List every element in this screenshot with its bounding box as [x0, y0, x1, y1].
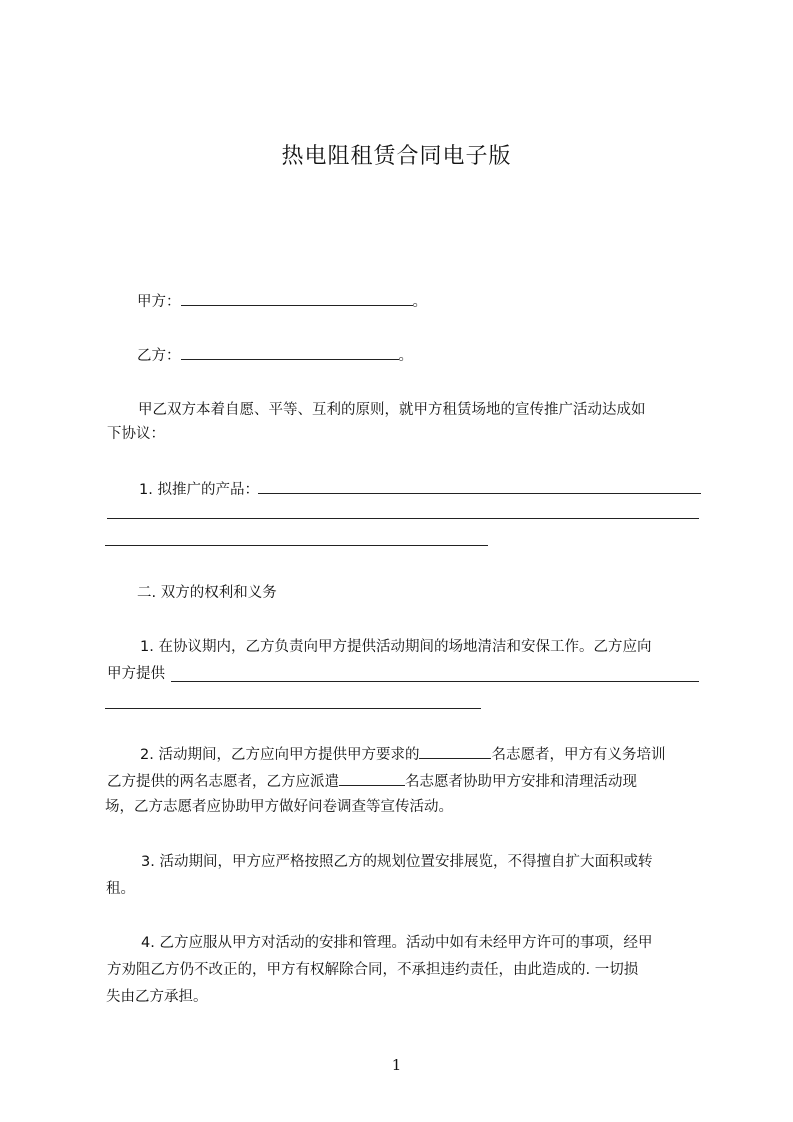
item2-line-2-b: 名志愿者协助甲方安排和清理活动现 [405, 774, 637, 790]
section2-heading: 二. 双方的权利和义务 [137, 585, 277, 601]
item1-blank-2 [105, 708, 481, 709]
party-a-label: 甲方： [137, 294, 181, 310]
item3-line-2: 租。 [106, 881, 135, 897]
intro-line-1: 甲乙双方本着自愿、平等、互利的原则，就甲方租赁场地的宣传推广活动达成如 [138, 402, 646, 418]
party-a-blank [181, 290, 413, 306]
item4-line-1: 4. 乙方应服从甲方对活动的安排和管理。活动中如有未经甲方许可的事项，经甲 [141, 935, 653, 951]
party-a-line [137, 290, 427, 312]
item2-line-2 [107, 770, 637, 792]
party-a-end: 。 [412, 294, 427, 310]
section1-blank-3 [105, 545, 488, 546]
item1-line-2-prefix: 甲方提供 [107, 666, 165, 682]
item4-line-3: 失由乙方承担。 [106, 989, 208, 1005]
party-b-line [137, 344, 413, 366]
item2-line-2-a: 乙方提供的两名志愿者，乙方应派遣 [107, 774, 339, 790]
item2-dispatch-count-blank [339, 770, 405, 786]
document-title: 热电阻租赁合同电子版 [281, 144, 512, 169]
item1-blank-1 [171, 681, 699, 682]
party-b-end: 。 [398, 348, 413, 364]
item2-line-1-a: 2. 活动期间，乙方应向甲方提供甲方要求的 [140, 747, 420, 763]
item2-line-1 [140, 743, 665, 765]
intro-line-2: 下协议： [107, 426, 165, 442]
item2-volunteer-count-blank [419, 743, 491, 759]
item1-line-1: 1. 在协议期内，乙方负责向甲方提供活动期间的场地清洁和安保工作。乙方应向 [140, 639, 652, 655]
item2-line-1-b: 名志愿者，甲方有义务培训 [491, 747, 666, 763]
section1-label: 1. 拟推广的产品： [139, 482, 259, 498]
party-b-blank [181, 344, 399, 360]
item4-line-2: 方劝阻乙方仍不改正的，甲方有权解除合同，不承担违约责任，由此造成的. 一切损 [107, 962, 639, 978]
item1-line-2 [107, 664, 165, 684]
item2-line-3: 场，乙方志愿者应协助甲方做好问卷调查等宣传活动。 [105, 799, 453, 815]
section1-label-line [139, 480, 259, 500]
party-b-label: 乙方： [137, 348, 181, 364]
item3-line-1: 3. 活动期间，甲方应严格按照乙方的规划位置安排展览，不得擅自扩大面积或转 [141, 854, 653, 870]
section1-blank-2 [107, 518, 699, 519]
page-number: 1 [391, 1056, 402, 1074]
section1-blank-1 [258, 493, 701, 494]
